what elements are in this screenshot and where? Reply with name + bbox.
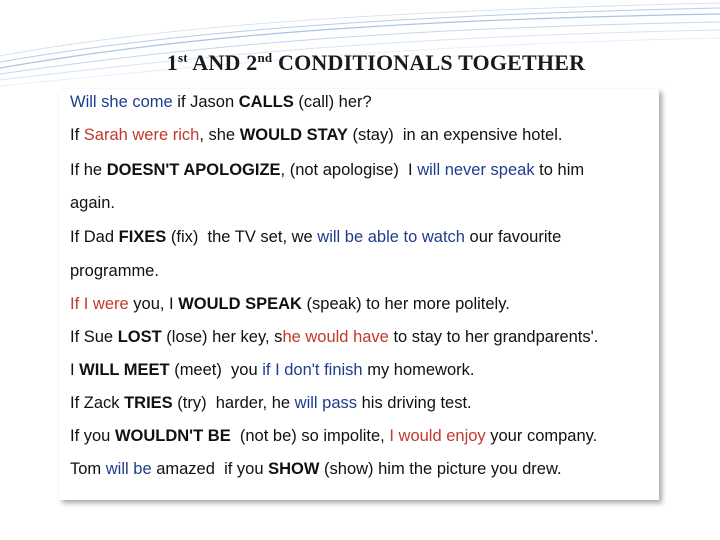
sentence-text: your company. bbox=[485, 427, 598, 445]
title-sup-1: st bbox=[177, 50, 188, 65]
sentence-text: (show) him the picture you drew. bbox=[319, 460, 562, 478]
sentence-text: (not be) so impolite, bbox=[230, 427, 390, 445]
title-sup-2: nd bbox=[257, 50, 273, 65]
sentence-text: , (not apologise) I bbox=[280, 161, 418, 179]
title-part2: AND 2 bbox=[187, 50, 258, 75]
title-part1: 1 bbox=[166, 50, 178, 75]
highlighted-clause: will be able to watch bbox=[317, 228, 465, 246]
sentence-text: If he bbox=[70, 161, 107, 179]
sentence-text: my homework. bbox=[362, 361, 475, 379]
sentence-text: (meet) you bbox=[169, 361, 263, 379]
sentence-line bbox=[70, 394, 472, 413]
sentence-text: his driving test. bbox=[357, 394, 472, 412]
sentence-text: (speak) to her more politely. bbox=[301, 295, 510, 313]
sentence-line bbox=[70, 295, 510, 314]
highlighted-clause: I would enjoy bbox=[389, 427, 486, 445]
highlighted-clause: will be bbox=[105, 460, 152, 478]
verb-answer: TRIES bbox=[124, 394, 173, 412]
sentence-line bbox=[70, 194, 115, 213]
sentence-text: to stay to her grandparents'. bbox=[388, 328, 599, 346]
title-part3: CONDITIONALS TOGETHER bbox=[272, 50, 586, 75]
sentence-line bbox=[70, 427, 597, 446]
sentence-text: programme. bbox=[70, 262, 159, 280]
sentence-text: Tom bbox=[70, 460, 106, 478]
sentence-line bbox=[70, 161, 584, 180]
sentence-line bbox=[70, 228, 561, 247]
highlighted-clause: will never speak bbox=[417, 161, 535, 179]
slide-title bbox=[0, 50, 720, 76]
sentence-text: to him bbox=[534, 161, 585, 179]
verb-answer: FIXES bbox=[118, 228, 167, 246]
verb-answer: DOESN'T APOLOGIZE bbox=[106, 161, 281, 179]
verb-answer: WOULD STAY bbox=[239, 126, 348, 144]
sentence-text: If Sue bbox=[70, 328, 118, 346]
sentence-text: (call) her? bbox=[293, 93, 372, 111]
highlighted-clause: Will she come bbox=[70, 93, 173, 111]
verb-answer: WOULD SPEAK bbox=[178, 295, 302, 313]
verb-answer: LOST bbox=[117, 328, 162, 346]
sentence-line bbox=[70, 262, 159, 281]
verb-answer: CALLS bbox=[238, 93, 294, 111]
sentence-text: (stay) in an expensive hotel. bbox=[347, 126, 563, 144]
verb-answer: WOULDN'T BE bbox=[114, 427, 231, 445]
highlighted-clause: if I don't finish bbox=[262, 361, 363, 379]
sentence-text: you, I bbox=[128, 295, 179, 313]
sentence-text: If you bbox=[70, 427, 115, 445]
sentence-text: I bbox=[70, 361, 80, 379]
highlighted-clause: he would have bbox=[282, 328, 389, 346]
sentence-line bbox=[70, 361, 474, 380]
highlighted-clause: Sarah were rich bbox=[83, 126, 200, 144]
highlighted-clause: If I were bbox=[70, 295, 129, 313]
sentence-text: amazed if you bbox=[151, 460, 269, 478]
sentence-line bbox=[70, 126, 562, 145]
sentence-text: (try) harder, he bbox=[172, 394, 295, 412]
sentence-text: If Dad bbox=[70, 228, 119, 246]
sentence-text: , she bbox=[199, 126, 240, 144]
sentence-line bbox=[70, 328, 598, 347]
sentence-text: if Jason bbox=[172, 93, 239, 111]
verb-answer: SHOW bbox=[268, 460, 320, 478]
sentence-text: If Zack bbox=[70, 394, 125, 412]
sentence-text: If bbox=[70, 126, 84, 144]
sentence-text: (lose) her key, s bbox=[161, 328, 283, 346]
sentence-text: our favourite bbox=[464, 228, 562, 246]
sentence-line bbox=[70, 460, 562, 479]
sentence-line bbox=[70, 93, 372, 112]
verb-answer: WILL MEET bbox=[79, 361, 170, 379]
sentence-text: (fix) the TV set, we bbox=[166, 228, 318, 246]
highlighted-clause: will pass bbox=[294, 394, 358, 412]
sentence-text: again. bbox=[70, 194, 115, 212]
